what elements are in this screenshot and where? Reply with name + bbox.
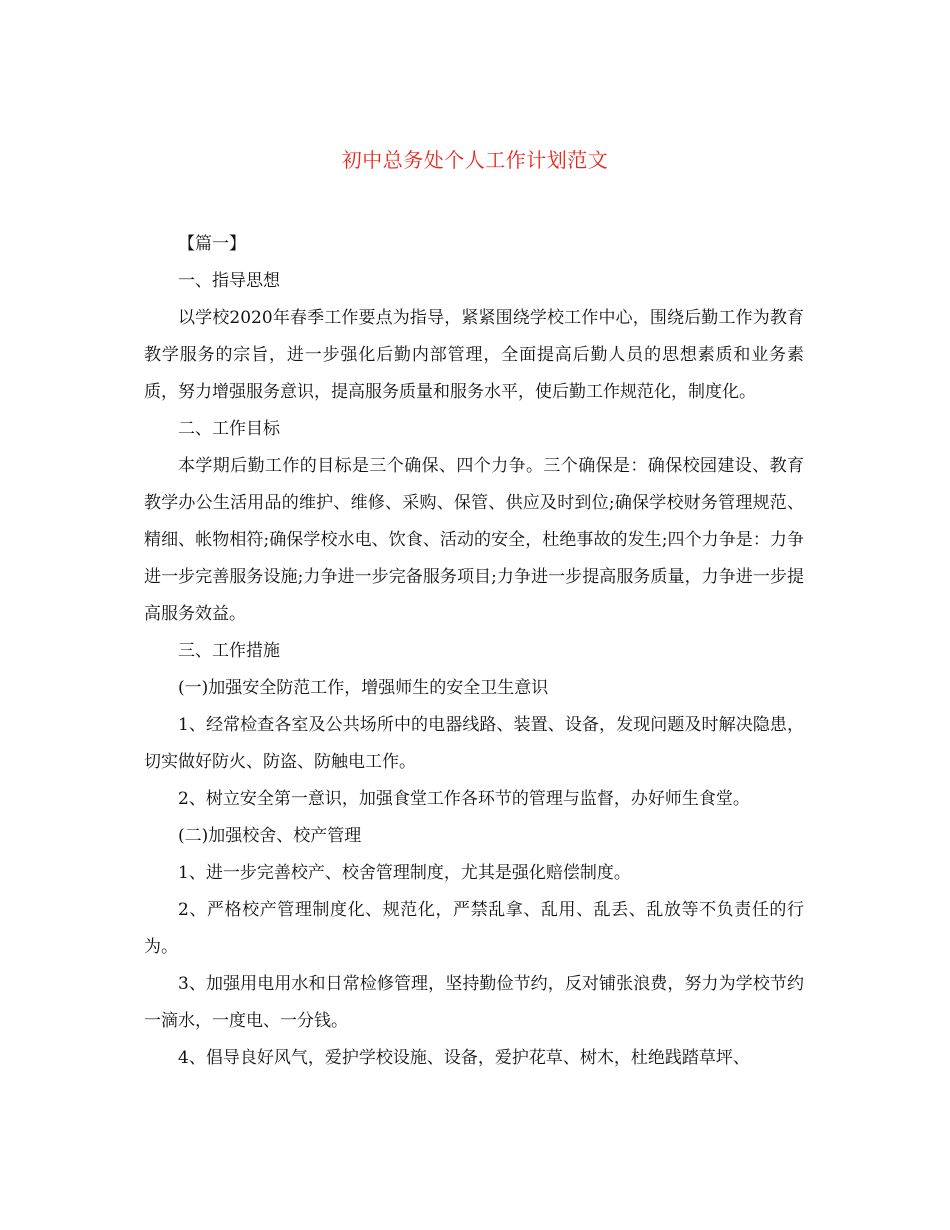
heading-work-measures: 三、工作措施 [178,641,280,661]
item-safety-1: 1、经常检查各室及公共场所中的电器线路、装置、设备，发现问题及时解决隐患，切实做好防火、防盗、防触电工作。 [144,715,804,772]
subheading-safety: (一)加强安全防范工作，增强师生的安全卫生意识 [178,678,549,698]
paragraph-work-goals: 本学期后勤工作的目标是三个确保、四个力争。三个确保是：确保校园建设、教育教学办公生活用品的维护、维修、采购、保管、供应及时到位;确保学校财务管理规范、精细、帐物相符;确保学校水电、饮食、活动的安全，杜绝事故的发生;四个力争是：力争进一步完善服务设施;力争进一步完备服务项目;力争进一步提高服务质量，力争进一步提高服务效益。 [144,456,804,624]
section-label: 【篇一】 [178,234,246,254]
document-title: 初中总务处个人工作计划范文 [341,148,609,172]
paragraph-guiding-thought: 以学校2020年春季工作要点为指导，紧紧围绕学校工作中心，围绕后勤工作为教育教学服务的宗旨，进一步强化后勤内部管理，全面提高后勤人员的思想素质和业务素质，努力增强服务意识，提高服务质量和服务水平，使后勤工作规范化，制度化。 [144,308,804,402]
heading-guiding-thought: 一、指导思想 [178,271,280,291]
item-property-3: 3、加强用电用水和日常检修管理，坚持勤俭节约，反对铺张浪费，努力为学校节约一滴水，一度电、一分钱。 [144,974,804,1031]
item-property-1: 1、进一步完善校产、校舍管理制度，尤其是强化赔偿制度。 [178,863,631,883]
subheading-property: (二)加强校舍、校产管理 [178,826,362,846]
heading-work-goals: 二、工作目标 [178,419,280,439]
document-body [144,226,804,1077]
item-property-4: 4、倡导良好风气，爱护学校设施、设备，爱护花草、树木，杜绝践踏草坪、 [178,1048,750,1068]
item-property-2: 2、严格校产管理制度化、规范化，严禁乱拿、乱用、乱丢、乱放等不负责任的行为。 [144,900,804,957]
item-safety-2: 2、树立安全第一意识，加强食堂工作各环节的管理与监督，办好师生食堂。 [178,789,750,809]
